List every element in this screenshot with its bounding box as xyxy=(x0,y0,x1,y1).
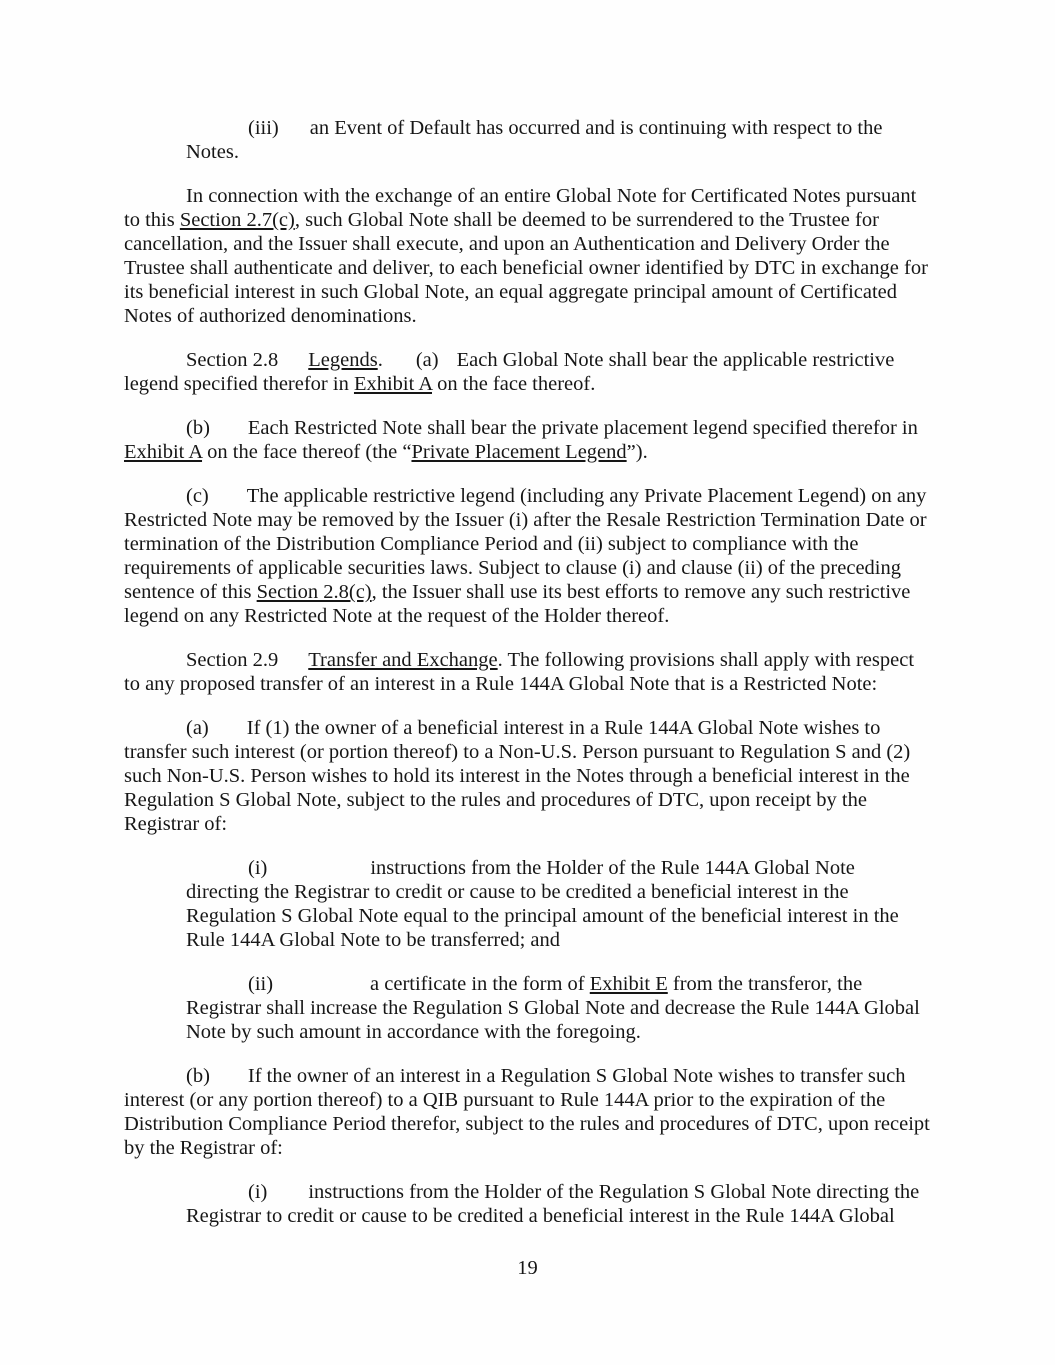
clause-2-9-b xyxy=(124,1064,932,1160)
clause-2-8-b xyxy=(124,416,932,464)
text-run: instructions from the Holder of the Rule 144A Global Note directing the Registrar to credit or cause to be credited a beneficial interest in the Regulation S Global Note equal to the principal amount of the beneficial interest in the Rule 144A Global Note to be transferred; and xyxy=(186,857,899,951)
tab-spacer xyxy=(278,665,308,666)
text-run: . The following provisions shall apply with respect to any proposed transfer of an interest in a Rule 144A Global Note that is a Restricted Note: xyxy=(124,649,915,695)
para-global-note-exchange xyxy=(124,184,932,328)
text-run: If (1) the owner of a beneficial interest in a Rule 144A Global Note wishes to transfer such interest (or portion thereof) to a Non-U.S. Person pursuant to Regulation S and (2) such Non-U.S. Person wishes to hold its interest in the Notes through a beneficial interest in the Regulation S Global Note, subject to the rules and procedures of DTC, upon receipt by the Registrar of: xyxy=(124,717,911,835)
section-label: Section 2.9 xyxy=(186,649,279,671)
clause-2-9-a-i xyxy=(186,856,932,952)
text-run: instructions from the Holder of the Regulation S Global Note directing the Registrar to credit or cause to be credited a beneficial interest in the Rule 144A Global xyxy=(186,1181,920,1227)
text-run: . xyxy=(377,349,383,371)
text-run: , the Issuer shall use its best efforts to remove any such restrictive legend on any Restricted Note at the request of the Holder thereof. xyxy=(124,581,911,627)
link-section-2-7-c: Section 2.7(c) xyxy=(179,209,295,231)
section-2-8-legends xyxy=(124,348,932,396)
text-run: Each Global Note shall bear the applicable restrictive legend specified therefor in xyxy=(124,349,895,395)
clause-marker: (i) xyxy=(248,857,268,879)
link-exhibit-a: Exhibit A xyxy=(353,373,432,395)
tab-spacer xyxy=(210,1081,248,1082)
tab-spacer xyxy=(439,365,457,366)
section-heading: Transfer and Exchange xyxy=(308,649,498,671)
link-exhibit-a: Exhibit A xyxy=(124,441,203,463)
tab-spacer xyxy=(273,989,370,990)
clause-2-9-a-ii xyxy=(186,972,932,1044)
text-run: from the transferor, the Registrar shall increase the Regulation S Global Note and decrease the Rule 144A Global Note by such amount in accordance with the foregoing. xyxy=(186,973,920,1043)
text-run: Each Restricted Note shall bear the private placement legend specified therefor in xyxy=(247,417,918,439)
text-run: ”). xyxy=(626,441,648,463)
text-run: on the face thereof. xyxy=(432,373,596,395)
clause-marker: (a) xyxy=(415,349,439,371)
tab-spacer xyxy=(209,733,247,734)
section-2-9-transfer-and-exchange xyxy=(124,648,932,696)
link-exhibit-e: Exhibit E xyxy=(589,973,668,995)
clause-2-9-b-i xyxy=(186,1180,932,1228)
tab-spacer xyxy=(279,133,310,134)
tab-spacer xyxy=(267,1197,308,1198)
tab-spacer xyxy=(210,433,248,434)
section-heading: Legends xyxy=(308,349,378,371)
clause-marker: (b) xyxy=(186,417,210,439)
document-body xyxy=(124,116,932,1248)
clause-2-8-c xyxy=(124,484,932,628)
clause-marker: (ii) xyxy=(248,973,274,995)
page-number: 19 xyxy=(517,1257,538,1279)
text-run: , such Global Note shall be deemed to be surrendered to the Trustee for cancellation, and the Issuer shall execute, and upon an Authentication and Delivery Order the Trustee shall authenticate and deliver, to each beneficial owner identified by DTC in exchange for its beneficial interest in such Global Note, an equal aggregate principal amount of Certificated Notes of authorized denominations. xyxy=(124,209,928,327)
text-run: an Event of Default has occurred and is continuing with respect to the Notes. xyxy=(186,117,883,163)
text-run: a certificate in the form of xyxy=(370,973,590,995)
text-run: on the face thereof (the “ xyxy=(202,441,412,463)
defined-term-private-placement-legend: Private Placement Legend xyxy=(411,441,627,463)
tab-spacer xyxy=(267,873,370,874)
clause-2-9-a xyxy=(124,716,932,836)
text-run: The applicable restrictive legend (including any Private Placement Legend) on any Restricted Note may be removed by the Issuer (i) after the Resale Restriction Termination Date or termination of the Distribution Compliance Period and (ii) subject to compliance with the requirements of applicable securities laws. Subject to clause (i) and clause (ii) of the preceding sentence of this xyxy=(124,485,927,603)
tab-spacer xyxy=(209,501,247,502)
tab-spacer xyxy=(278,365,308,366)
clause-marker: (a) xyxy=(186,717,209,739)
text-run: In connection with the exchange of an entire Global Note for Certificated Notes pursuant to this xyxy=(124,185,917,231)
clause-marker: (b) xyxy=(186,1065,210,1087)
link-section-2-8-c: Section 2.8(c) xyxy=(256,581,372,603)
clause-marker: (i) xyxy=(248,1181,268,1203)
text-run: If the owner of an interest in a Regulation S Global Note wishes to transfer such interest (or any portion thereof) to a QIB pursuant to Rule 144A prior to the expiration of the Distribution Compliance Period therefor, subject to the rules and procedures of DTC, upon receipt by the Registrar of: xyxy=(124,1065,930,1159)
clause-marker: (iii) xyxy=(248,117,279,139)
clause-iii xyxy=(186,116,932,164)
section-label: Section 2.8 xyxy=(186,349,279,371)
clause-marker: (c) xyxy=(186,485,209,507)
tab-spacer xyxy=(383,365,416,366)
